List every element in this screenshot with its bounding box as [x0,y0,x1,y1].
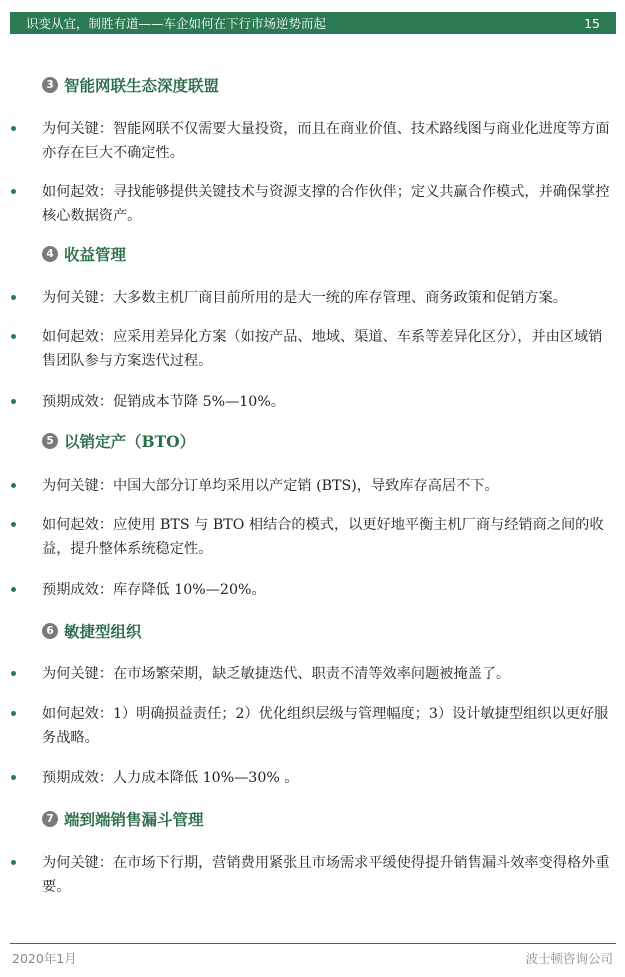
bullet-text: 预期成效：库存降低 10%—20%。 [42,582,266,598]
bullet-text: 如何起效：应采用差异化方案（如按产品、地域、渠道、车系等差异化区分），并由区域销售团队参与方案迭代过程。 [42,329,603,369]
bullet-text: 为何关键：在市场下行期，营销费用紧张且市场需求平缓使得提升销售漏斗效率变得格外重要。 [42,855,610,895]
bullet-text: 为何关键：大多数主机厂商目前所用的是大一统的库存管理、商务政策和促销方案。 [42,290,567,306]
section-number-badge: 5 [42,433,58,449]
bullet-icon [11,775,16,780]
section-heading-4 [42,243,126,265]
section-title: 以销定产（BTO） [64,432,196,451]
bullet-icon [11,126,16,131]
bullet-text: 预期成效：促销成本节降 5%—10%。 [42,394,285,410]
bullet-text: 为何关键：智能网联不仅需要大量投资，而且在商业价值、技术路线图与商业化进度等方面亦存在巨大不确定性。 [42,121,610,161]
bullet-text: 为何关键：在市场繁荣期，缺乏敏捷迭代、职责不清等效率问题被掩盖了。 [42,666,511,682]
section-title: 收益管理 [64,245,127,264]
footer-divider [10,943,616,944]
bullet-icon [11,189,16,194]
bullet-text: 预期成效：人力成本降低 10%—30% 。 [42,770,299,786]
bullet-icon [11,860,16,865]
section-heading-3 [42,74,219,96]
section-number-badge: 3 [42,77,58,93]
bullet-text: 如何起效：应使用 BTS 与 BTO 相结合的模式，以更好地平衡主机厂商与经销商之间的收益，提升整体系统稳定性。 [42,517,604,557]
section-title: 敏捷型组织 [64,622,142,641]
page-number: 15 [584,15,600,31]
bullet-icon [11,483,16,488]
bullet-icon [11,399,16,404]
section-number-badge: 7 [42,811,58,827]
section-number-badge: 4 [42,246,58,262]
footer-company: 波士顿咨询公司 [525,951,613,966]
section-heading-5 [42,430,195,452]
bullet-text: 如何起效：寻找能够提供关键技术与资源支撑的合作伙伴；定义共赢合作模式，并确保掌控核心数据资产。 [42,184,610,224]
section-heading-7 [42,808,204,830]
section-number-badge: 6 [42,623,58,639]
bullet-icon [11,334,16,339]
bullet-text: 如何起效：1）明确损益责任；2）优化组织层级与管理幅度；3）设计敏捷型组织以更好服务战略。 [42,706,609,746]
bullet-icon [11,522,16,527]
header-title: 识变从宜，制胜有道——车企如何在下行市场逆势而起 [26,16,327,31]
bullet-icon [11,295,16,300]
bullet-icon [11,587,16,592]
bullet-icon [11,711,16,716]
section-heading-6 [42,620,142,642]
bullet-icon [11,671,16,676]
section-title: 端到端销售漏斗管理 [64,810,204,829]
section-title: 智能网联生态深度联盟 [64,76,220,95]
footer-date: 2020年1月 [12,951,77,966]
bullet-text: 为何关键：中国大部分订单均采用以产定销 (BTS)，导致库存高居不下。 [42,478,499,494]
